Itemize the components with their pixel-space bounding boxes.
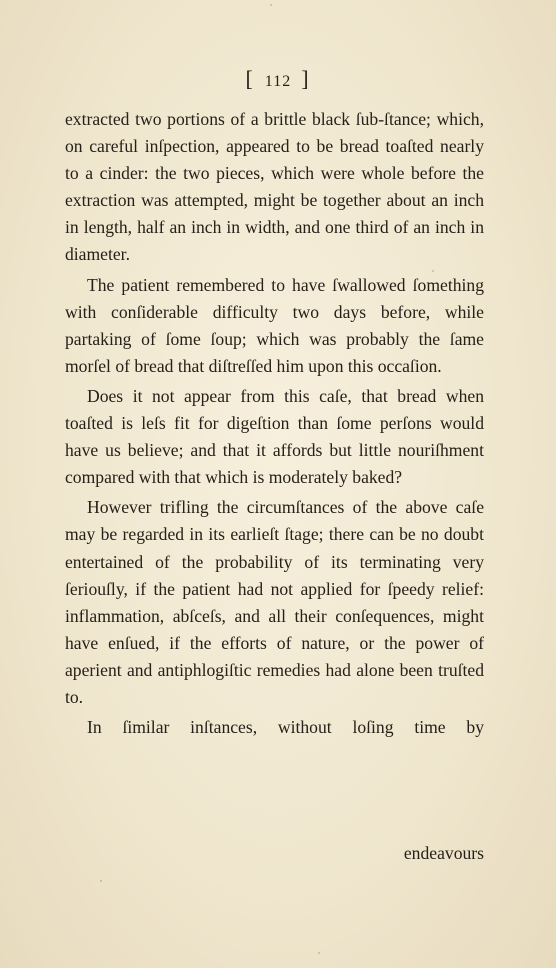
body-text — [65, 106, 484, 744]
header-open-bracket: [ — [245, 66, 255, 91]
paper-speck — [100, 880, 102, 882]
paper-speck — [270, 4, 272, 6]
paper-speck — [318, 952, 320, 954]
paragraph-2: The patient remembered to have ſwallowed ſomething with conſiderable difficulty two days before, while partaking of ſome ſoup; which was probably the ſame morſel of bread that diſtreſſed him upon this occaſion. — [65, 274, 484, 376]
paragraph-5: In ſimilar inſtances, without loſing time by — [87, 717, 484, 738]
page-number: 112 — [264, 73, 292, 90]
catchword: endeavours — [403, 843, 484, 863]
header-close-bracket: ] — [301, 66, 311, 91]
page-header — [0, 66, 556, 92]
paragraph-3: Does it not appear from this caſe, that bread when toaſted is leſs fit for digeſtion than ſome perſons would have us believe; and that it affords but little nouriſhment compared with that which is moderately baked? — [65, 385, 484, 488]
paragraph-1: extracted two portions of a brittle black ſub-ſtance; which, on careful inſpection, appeared to be bread toaſted nearly to a cinder: the two pieces, which were whole before the extraction was attempted, might be together about an inch in length, half an inch in width, and one third of an inch in diameter. — [65, 109, 484, 265]
paragraph-4: However trifling the circumſtances of the above caſe may be regarded in its earlieſt ſtage; there can be no doubt entertained of the probability of its terminating very ſeriouſly, if the patient had not applied for ſpeedy relief: inflammation, abſceſs, and all their conſequences, might have enſued, if the efforts of nature, or the power of aperient and antiphlogiſtic remedies had alone been truſted to. — [65, 497, 484, 707]
paper-speck — [432, 270, 434, 272]
